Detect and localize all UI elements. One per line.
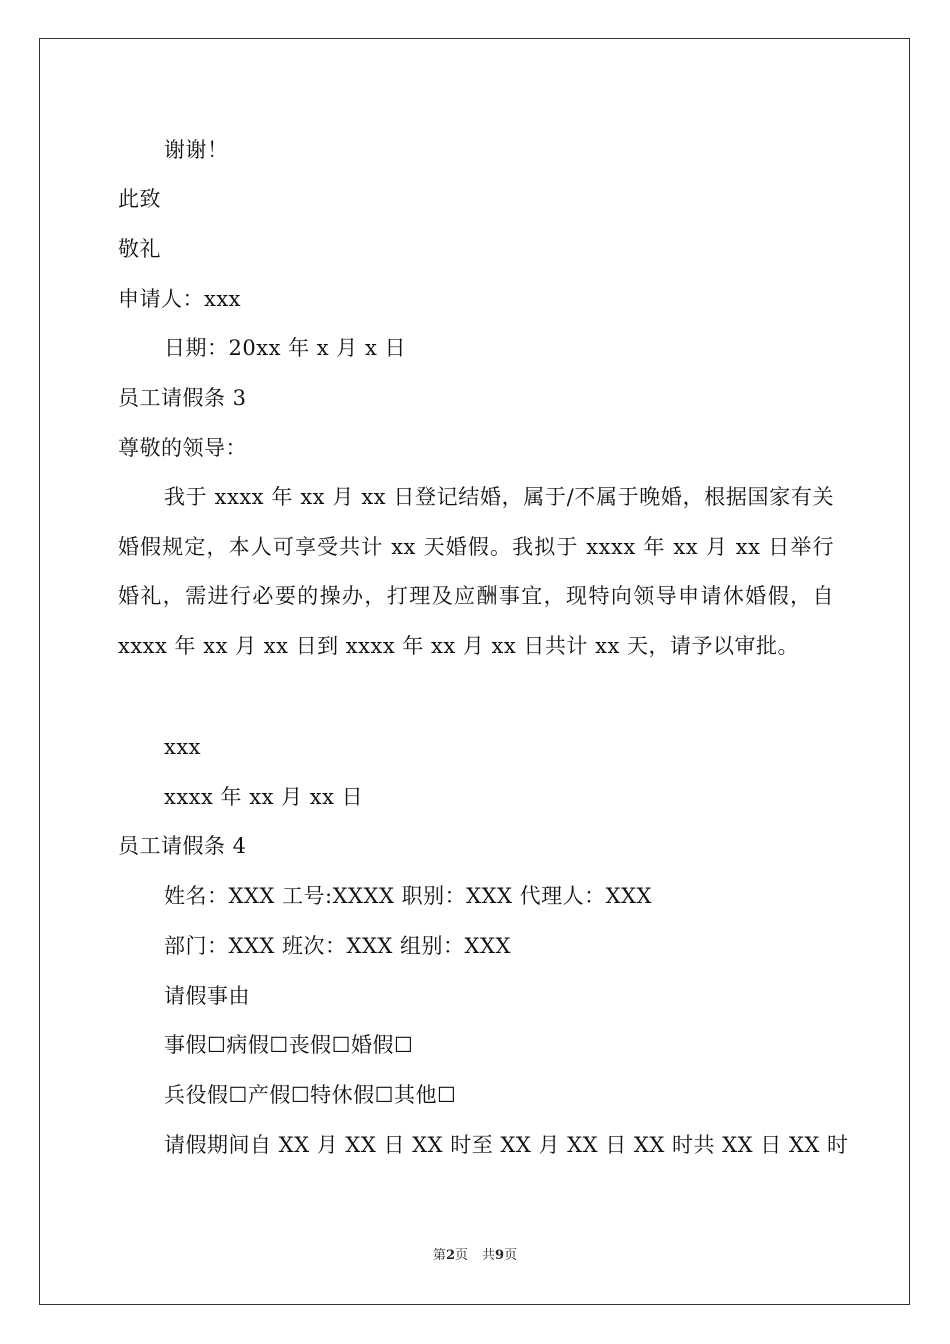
leave-request-body: 我于 xxxx 年 xx 月 xx 日登记结婚，属于/不属于晚婚，根据国家有关婚假规定，本人可享受共计 xx 天婚假。我拟于 xxxx 年 xx 月 xx 日举行婚礼，需进行必要的操办，打理及应酬事宜，现特向领导申请休婚假，自 xxxx 年 xx 月 xx 日到 xxxx 年 xx 月 xx 日共计 xx 天，请予以审批。 xyxy=(118,485,834,658)
total-suffix: 页 xyxy=(504,1248,518,1263)
closing-line-2: 敬礼 xyxy=(118,237,161,261)
applicant-line: 申请人：xxx xyxy=(118,287,242,311)
signature-date: xxxx 年 xx 月 xx 日 xyxy=(164,785,364,809)
employee-info-line-2: 部门：XXX 班次：XXX 组别：XXX xyxy=(164,934,511,958)
page-footer xyxy=(0,1248,950,1264)
page-total: 9 xyxy=(495,1248,505,1263)
thanks-text: 谢谢！ xyxy=(164,138,229,162)
section-heading-3: 员工请假条 3 xyxy=(118,386,247,410)
page-suffix: 页 xyxy=(454,1248,468,1263)
page-current: 2 xyxy=(445,1248,455,1263)
signature-name: xxx xyxy=(164,735,202,759)
leave-type-options-1: 事假☐病假☐丧假☐婚假☐ xyxy=(164,1033,414,1057)
employee-info-line-1: 姓名：XXX 工号:XXXX 职别：XXX 代理人：XXX xyxy=(164,884,652,908)
date-line: 日期：20xx 年 x 月 x 日 xyxy=(164,336,406,360)
page-border xyxy=(39,38,910,1305)
closing-line-1: 此致 xyxy=(118,187,161,211)
page-prefix: 第 xyxy=(432,1248,446,1263)
leave-reason-label: 请假事由 xyxy=(164,984,250,1008)
section-heading-4: 员工请假条 4 xyxy=(118,834,247,858)
total-prefix: 共 xyxy=(482,1248,496,1263)
salutation: 尊敬的领导： xyxy=(118,436,247,460)
leave-type-options-2: 兵役假☐产假☐特休假☐其他☐ xyxy=(164,1083,457,1107)
leave-period-line: 请假期间自 XX 月 XX 日 XX 时至 XX 月 XX 日 XX 时共 XX 日 XX 时 xyxy=(164,1133,849,1157)
